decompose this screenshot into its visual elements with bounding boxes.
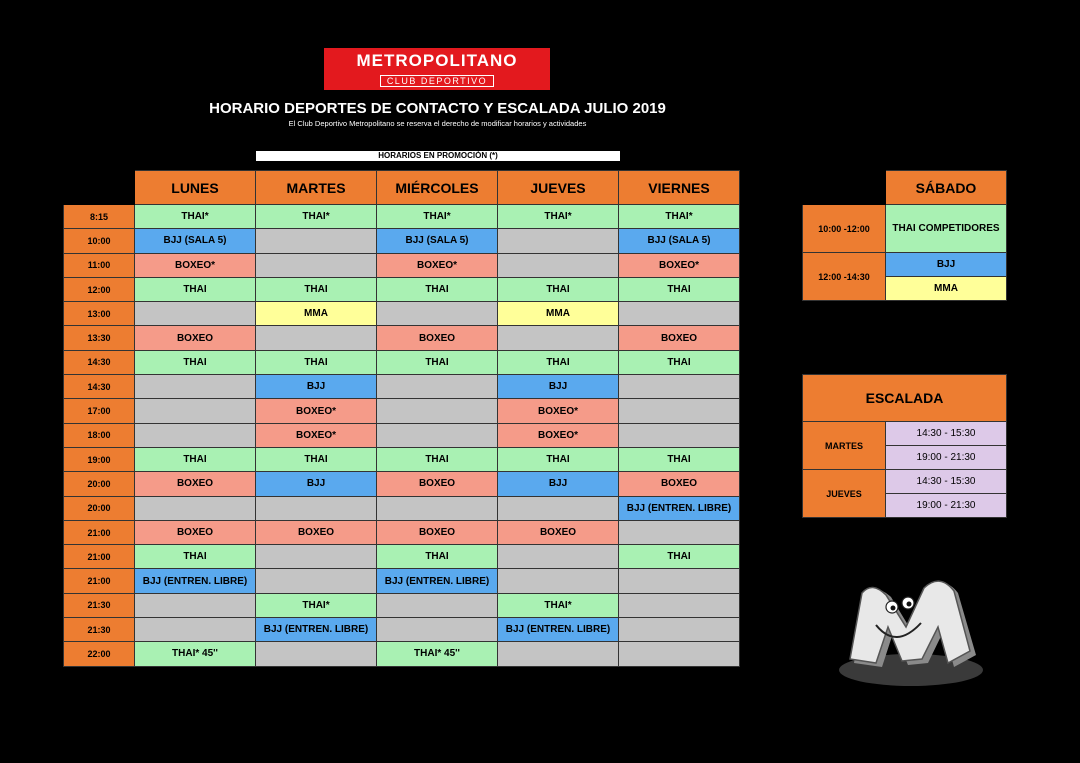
class-cell: BOXEO [498, 520, 619, 544]
escalada-day: MARTES [803, 422, 886, 470]
class-cell: MMA [256, 302, 377, 326]
class-cell [256, 229, 377, 253]
class-cell: THAI [377, 277, 498, 301]
class-cell [256, 326, 377, 350]
class-cell [256, 253, 377, 277]
class-cell: BOXEO* [498, 399, 619, 423]
class-cell [256, 496, 377, 520]
schedule-row [64, 350, 740, 374]
mascot-m-icon [836, 575, 986, 690]
time-cell: 14:30 [64, 375, 135, 399]
saturday-class: THAI COMPETIDORES [886, 205, 1007, 253]
class-cell: THAI [256, 350, 377, 374]
time-cell: 8:15 [64, 205, 135, 229]
time-cell: 21:00 [64, 520, 135, 544]
class-cell: BOXEO* [498, 423, 619, 447]
escalada-table [802, 374, 1007, 518]
escalada-day: JUEVES [803, 470, 886, 518]
class-cell [377, 593, 498, 617]
class-cell: THAI* [498, 593, 619, 617]
class-cell: THAI* [619, 205, 740, 229]
class-cell: MMA [498, 302, 619, 326]
class-cell: THAI [619, 447, 740, 471]
class-cell: BOXEO [377, 520, 498, 544]
class-cell: BOXEO* [377, 253, 498, 277]
class-cell: BJJ [256, 472, 377, 496]
class-cell [619, 423, 740, 447]
escalada-time: 14:30 - 15:30 [886, 470, 1007, 494]
class-cell [619, 302, 740, 326]
schedule-row [64, 447, 740, 471]
class-cell: THAI* [256, 593, 377, 617]
class-cell: BJJ [256, 375, 377, 399]
class-cell: BOXEO [619, 326, 740, 350]
class-cell [619, 642, 740, 666]
class-cell: BJJ (ENTREN. LIBRE) [377, 569, 498, 593]
schedule-row [64, 472, 740, 496]
class-cell: BOXEO* [619, 253, 740, 277]
class-cell: THAI [256, 447, 377, 471]
time-cell: 17:00 [64, 399, 135, 423]
schedule-row [64, 326, 740, 350]
class-cell [619, 375, 740, 399]
class-cell: THAI [498, 350, 619, 374]
class-cell: THAI [377, 350, 498, 374]
schedule-row [64, 545, 740, 569]
class-cell [135, 423, 256, 447]
time-cell: 14:30 [64, 350, 135, 374]
escalada-time: 19:00 - 21:30 [886, 494, 1007, 518]
page-subtitle: El Club Deportivo Metropolitano se reserva el derecho de modificar horarios y actividades [288, 119, 587, 128]
schedule-row [64, 496, 740, 520]
logo-brand: METROPOLITANO [356, 51, 518, 70]
class-cell [619, 618, 740, 642]
time-cell: 18:00 [64, 423, 135, 447]
time-cell: 20:00 [64, 472, 135, 496]
class-cell: BJJ (ENTREN. LIBRE) [256, 618, 377, 642]
class-cell [256, 642, 377, 666]
class-cell: THAI [135, 447, 256, 471]
class-cell [619, 520, 740, 544]
schedule-row [64, 423, 740, 447]
time-cell: 21:30 [64, 618, 135, 642]
schedule-row [64, 205, 740, 229]
class-cell [377, 496, 498, 520]
class-cell: THAI* 45'' [377, 642, 498, 666]
class-cell: BJJ (ENTREN. LIBRE) [498, 618, 619, 642]
class-cell: THAI* [498, 205, 619, 229]
class-cell: THAI [135, 277, 256, 301]
time-cell: 12:00 [64, 277, 135, 301]
class-cell: BJJ (SALA 5) [377, 229, 498, 253]
escalada-header: ESCALADA [803, 375, 1007, 422]
saturday-time: 10:00 -12:00 [803, 205, 886, 253]
class-cell [498, 326, 619, 350]
time-cell: 10:00 [64, 229, 135, 253]
class-cell [377, 302, 498, 326]
saturday-header: SÁBADO [886, 171, 1007, 205]
day-header: MIÉRCOLES [377, 171, 498, 205]
class-cell: BJJ (ENTREN. LIBRE) [135, 569, 256, 593]
class-cell: THAI* [377, 205, 498, 229]
class-cell [135, 593, 256, 617]
class-cell [135, 618, 256, 642]
time-cell: 21:30 [64, 593, 135, 617]
class-cell [619, 399, 740, 423]
class-cell [498, 569, 619, 593]
class-cell: BJJ [498, 472, 619, 496]
day-header: VIERNES [619, 171, 740, 205]
class-cell: BOXEO [256, 520, 377, 544]
schedule-row [64, 520, 740, 544]
class-cell: THAI* [256, 205, 377, 229]
class-cell: BOXEO [135, 472, 256, 496]
class-cell [135, 399, 256, 423]
class-cell: THAI [619, 277, 740, 301]
class-cell [256, 569, 377, 593]
saturday-class: BJJ [886, 253, 1007, 277]
class-cell [498, 642, 619, 666]
logo-subtitle: CLUB DEPORTIVO [380, 75, 494, 87]
schedule-row [64, 302, 740, 326]
time-cell: 20:00 [64, 496, 135, 520]
class-cell: BJJ (ENTREN. LIBRE) [619, 496, 740, 520]
schedule-row [64, 229, 740, 253]
class-cell: THAI* [135, 205, 256, 229]
class-cell: BOXEO* [256, 423, 377, 447]
class-cell: BOXEO* [135, 253, 256, 277]
class-cell [135, 302, 256, 326]
escalada-time: 14:30 - 15:30 [886, 422, 1007, 446]
time-cell: 11:00 [64, 253, 135, 277]
class-cell: BJJ (SALA 5) [135, 229, 256, 253]
class-cell [135, 375, 256, 399]
class-cell: BJJ [498, 375, 619, 399]
club-logo [324, 48, 550, 90]
class-cell: THAI* 45'' [135, 642, 256, 666]
schedule-row [64, 593, 740, 617]
blank-cell [803, 171, 886, 205]
schedule-row [64, 277, 740, 301]
class-cell [498, 545, 619, 569]
class-cell: THAI [256, 277, 377, 301]
day-header: LUNES [135, 171, 256, 205]
class-cell: BOXEO [619, 472, 740, 496]
class-cell [377, 399, 498, 423]
saturday-class: MMA [886, 277, 1007, 301]
time-cell: 21:00 [64, 545, 135, 569]
class-cell: THAI [619, 350, 740, 374]
class-cell [619, 569, 740, 593]
schedule-row [64, 569, 740, 593]
schedule-row [64, 399, 740, 423]
weekday-schedule-table [63, 170, 740, 667]
class-cell [135, 496, 256, 520]
class-cell: THAI [377, 545, 498, 569]
schedule-row [64, 253, 740, 277]
class-cell [256, 545, 377, 569]
page-title: HORARIO DEPORTES DE CONTACTO Y ESCALADA JULIO 2019 [209, 100, 666, 117]
time-cell: 13:00 [64, 302, 135, 326]
class-cell: THAI [498, 447, 619, 471]
class-cell: BOXEO* [256, 399, 377, 423]
schedule-row [64, 642, 740, 666]
class-cell: THAI [135, 545, 256, 569]
time-cell: 22:00 [64, 642, 135, 666]
class-cell [377, 423, 498, 447]
blank-cell [64, 171, 135, 205]
time-cell: 13:30 [64, 326, 135, 350]
day-header: JUEVES [498, 171, 619, 205]
class-cell: THAI [135, 350, 256, 374]
class-cell [377, 375, 498, 399]
day-header: MARTES [256, 171, 377, 205]
class-cell: BOXEO [135, 520, 256, 544]
schedule-row [64, 375, 740, 399]
class-cell [377, 618, 498, 642]
class-cell [498, 229, 619, 253]
class-cell: THAI [377, 447, 498, 471]
class-cell: BOXEO [377, 472, 498, 496]
schedule-row [64, 618, 740, 642]
promo-banner: HORARIOS EN PROMOCIÓN (*) [256, 151, 620, 161]
class-cell: BJJ (SALA 5) [619, 229, 740, 253]
class-cell [498, 496, 619, 520]
class-cell: THAI [619, 545, 740, 569]
class-cell [498, 253, 619, 277]
saturday-schedule-table [802, 170, 1007, 301]
class-cell [619, 593, 740, 617]
time-cell: 19:00 [64, 447, 135, 471]
time-cell: 21:00 [64, 569, 135, 593]
class-cell: BOXEO [135, 326, 256, 350]
escalada-time: 19:00 - 21:30 [886, 446, 1007, 470]
saturday-time: 12:00 -14:30 [803, 253, 886, 301]
class-cell: BOXEO [377, 326, 498, 350]
class-cell: THAI [498, 277, 619, 301]
